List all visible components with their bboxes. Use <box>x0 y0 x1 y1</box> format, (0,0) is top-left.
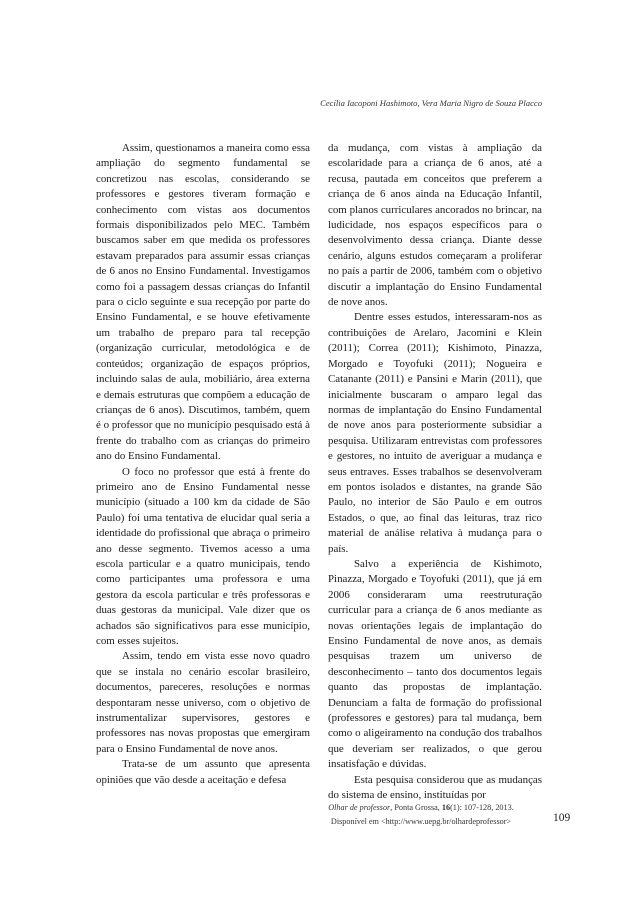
paragraph: Assim, tendo em vista esse novo quadro que se instala no cenário escolar brasileiro, documentos, pareceres, resoluções e normas despontaram nesse universo, com o objetivo de instrumentalizar supervisores, gestores e professores nas novas propostas que emergiram para o Ensino Fundamental de nove anos. <box>96 650 310 755</box>
citation-line <box>300 801 542 815</box>
paragraph: Salvo a experiência de Kishimoto, Pinazza, Morgado e Toyofuki (2011), que já em 2006 consideraram uma reestruturação curricular para a criança de 6 anos mediante as novas orientações legais de implantação do Ensino Fundamental de nove anos, as demais pesquisas trazem um universo de desconhecimento – tanto dos documentos legais quanto das propostas de implantação. Denunciam a falta de formação do profissional (professores e gestores) para tal mudança, bem como o aligeiramento na condução dos trabalhos que deveriam ser realizados, o que gerou insatisfação e dúvidas. <box>328 557 542 771</box>
paragraph: Esta pesquisa considerou que as mudanças do sistema de ensino, instituídas por <box>328 773 542 802</box>
citation-volume: 16 <box>441 803 451 812</box>
paragraph: Trata-se de um assunto que apresenta opiniões que vão desde a aceitação e defesa <box>96 758 310 786</box>
citation-footer <box>300 801 542 829</box>
page-number: 109 <box>553 812 571 824</box>
citation-issue-pages: (1): 107-128, 2013. <box>450 803 514 812</box>
paragraph: Dentre esses estudos, interessaram-nos as contribuições de Arelaro, Jacomini e Klein (2011); Correa (2011); Kishimoto, Pinazza, Morgado e Toyofuki (2011); Nogueira e Catanante (2011) e Pansini e Marin (2011), que inicialmente buscaram o amparo legal das normas de implantação do Ensino Fundamental de nove anos para posteriormente subsidiar a pesquisa. Utilizaram entrevistas com professores e gestores, no intuito de averiguar a mudança e seus entraves. Esses trabalhos se desenvolveram em pontos isolados e distantes, na grande São Paulo, no interior de São Paulo e em outros Estados, o que, ao final das leituras, traz rico material de análise relativa à mudança para o país. <box>328 311 542 555</box>
running-header-authors: Cecília Iacoponi Hashimoto, Vera Maria Nigro de Souza Placco <box>320 98 542 108</box>
right-text-column <box>328 141 542 803</box>
journal-title: Olhar de professor <box>328 803 391 812</box>
paragraph-continuation: da mudança, com vistas à ampliação da escolaridade para a criança de 6 anos, até a recusa, pautada em conceitos que preferem a criança de 6 anos ainda na Educação Infantil, com planos curriculares ancorados no brincar, na ludicidade, nos espaços específicos para o desenvolvimento dessa criança. Diante desse cenário, alguns estudos começaram a proliferar no país a partir de 2006, também com o objetivo discutir a implantação do Ensino Fundamental de nove anos. <box>328 142 542 309</box>
paragraph: Assim, questionamos a maneira como essa ampliação do segmento fundamental se concretizou nas escolas, considerando se professores e gestores tiveram formação e conhecimento com vistas aos documentos formais disponibilizados pelo MEC. Também buscamos saber em que medida os professores estavam preparados para assumir essas crianças de 6 anos no Ensino Fundamental. Investigamos como foi a passagem dessas crianças do Infantil para o ciclo seguinte e sua recepção por parte do Ensino Fundamental, e se houve efetivamente um trabalho de preparo para tal recepção (organização curricular, metodológica e de conteúdos; organização de espaços próprios, incluindo salas de aula, mobiliário, área externa e demais estruturas que compõem a educação de crianças de 6 anos). Discutimos, também, quem é o professor que no município pesquisado está à frente do trabalho com as crianças do primeiro ano do Ensino Fundamental. <box>96 142 310 463</box>
availability-line: Disponível em <http://www.uepg.br/olhardeprofessor> <box>330 817 512 826</box>
left-text-column <box>96 141 310 788</box>
paragraph: O foco no professor que está à frente do primeiro ano de Ensino Fundamental nesse município (situado a 100 km da cidade de São Paulo) foi uma tentativa de elucidar qual seria a identidade do profissional que abraça o primeiro ano desse segmento. Tivemos acesso a uma escola particular e a quatro municipais, tendo como participantes uma professora e uma gestora da escola particular e três professoras e duas gestoras da municipal. Vale dizer que os achados são significativos para esse município, com esses sujeitos. <box>96 465 310 647</box>
citation-place: , Ponta Grossa, <box>390 803 442 812</box>
